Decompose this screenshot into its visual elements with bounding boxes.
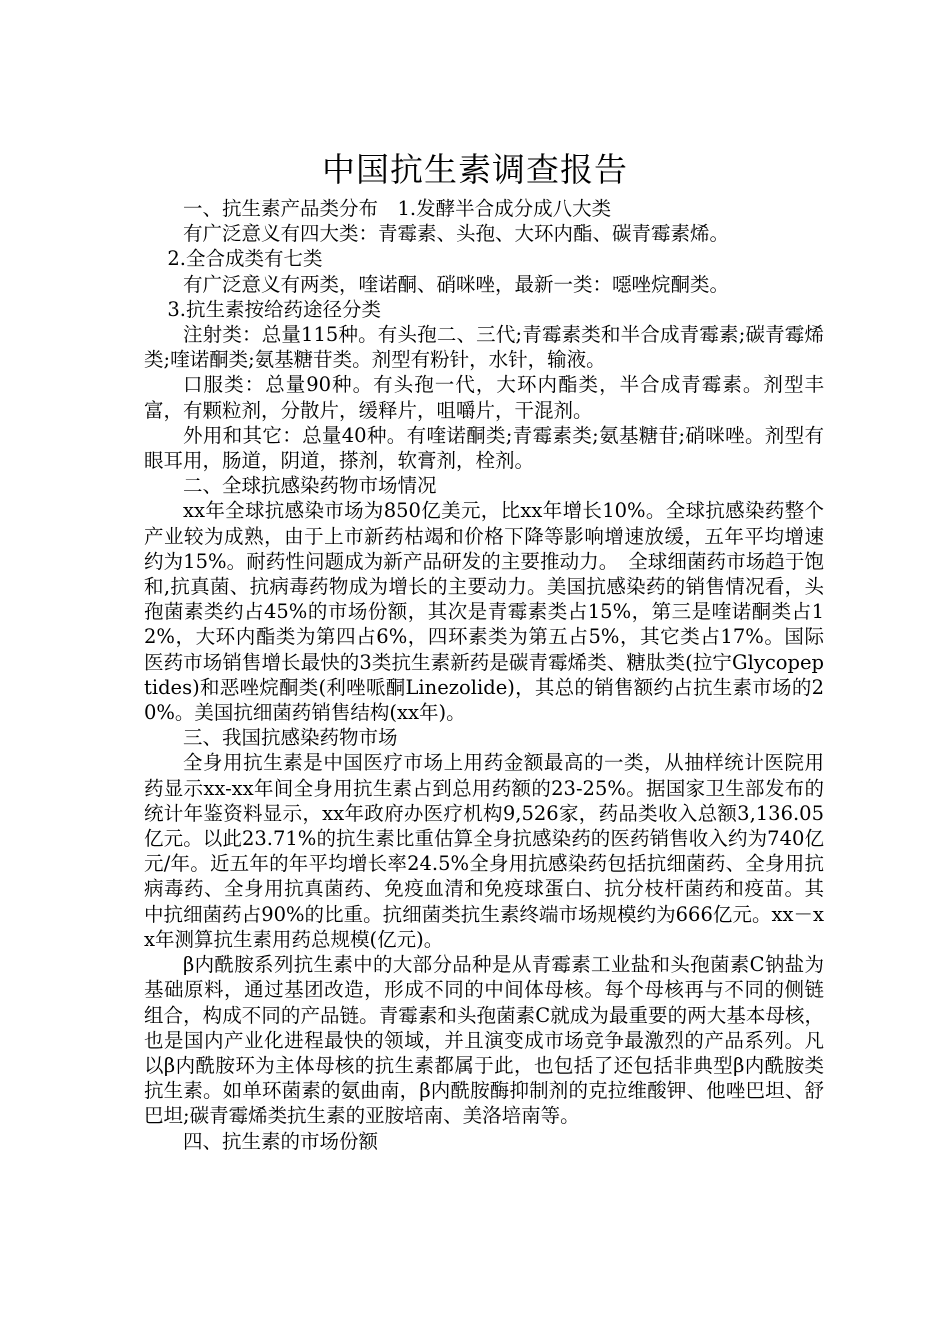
paragraph-section-4-heading: 四、抗生素的市场份额 [183,1129,379,1153]
paragraph-injection: 注射类：总量115种。有头孢二、三代;青霉素类和半合成青霉素;碳青霉烯类;喹诺酮类;氨基糖苷类。剂型有粉针，水针，输液。 [144,323,824,372]
paragraph-section-1-heading: 一、抗生素产品类分布 1.发酵半合成分成八大类 [183,197,612,220]
paragraph-beta-lactam: β内酰胺系列抗生素中的大部分品种是从青霉素工业盐和头孢菌素C钠盐为基础原料，通过基团改造，形成不同的中间体母核。每个母核再与不同的侧链组合，构成不同的产品链。青霉素和头孢菌素C就成为最重要的两大基本母核，也是国内产业化进程最快的领域，并且演变成市场竞争最激烈的产品系列。凡以β内酰胺环为主体母核的抗生素都属于此，也包括了还包括非典型β内酰胺类抗生素。如单环菌素的氨曲南，β内酰胺酶抑制剂的克拉维酸钾、他唑巴坦、舒巴坦;碳青霉烯类抗生素的亚胺培南、美洛培南等。 [144,953,824,1128]
paragraph-synthetic-classes: 有广泛意义有两类，喹诺酮、硝咪唑，最新一类：噁唑烷酮类。 [183,272,730,296]
document-title: 中国抗生素调查报告 [322,150,628,190]
document-body [144,196,824,1154]
paragraph-synthetic-heading: 2.全合成类有七类 [167,247,323,271]
paragraph-route-heading: 3.抗生素按给药途径分类 [167,297,381,321]
paragraph-oral: 口服类：总量90种。有头孢一代，大环内酯类，半合成青霉素。剂型丰富，有颗粒剂，分散片，缓释片，咀嚼片，干混剂。 [144,373,824,422]
paragraph-fermentation-classes: 有广泛意义有四大类：青霉素、头孢、大环内酯、碳青霉素烯。 [183,222,730,246]
paragraph-global-market: xx年全球抗感染市场为850亿美元，比xx年增长10%。全球抗感染药整个产业较为成熟，由于上市新药枯竭和价格下降等影响增速放缓，五年平均增速约为15%。耐药性问题成为新产品研发的主要推动力。 全球细菌药市场趋于饱和,抗真菌、抗病毒药物成为增长的主要动力。美国抗感染药的销售情况看，头孢菌素类约占45%的市场份额，其次是青霉素类占15%，第三是喹诺酮类占12%，大环内酯类为第四占6%，四环素类为第五占5%，其它类占17%。国际医药市场销售增长最快的3类抗生素新药是碳青霉烯类、糖肽类(拉宁Glycopeptides)和恶唑烷酮类(利唑哌酮Linezolide)，其总的销售额约占抗生素市场的20%。美国抗细菌药销售结构(xx年)。 [144,499,824,725]
paragraph-section-3-heading: 三、我国抗感染药物市场 [183,726,398,750]
paragraph-external: 外用和其它：总量40种。有喹诺酮类;青霉素类;氨基糖苷;硝咪唑。剂型有眼耳用，肠道，阴道，搽剂，软膏剂，栓剂。 [144,423,824,473]
paragraph-china-market: 全身用抗生素是中国医疗市场上用药金额最高的一类，从抽样统计医院用药显示xx-xx年间全身用抗生素占到总用药额的23-25%。据国家卫生部发布的统计年鉴资料显示，xx年政府办医疗机构9,526家，药品类收入总额3,136.05亿元。以此23.71%的抗生素比重估算全身抗感染药的医药销售收入约为740亿元/年。近五年的年平均增长率24.5%全身用抗感染药包括抗细菌药、全身用抗病毒药、全身用抗真菌药、免疫血清和免疫球蛋白、抗分枝杆菌药和疫苗。其中抗细菌药占90%的比重。抗细菌类抗生素终端市场规模约为666亿元。xx－xx年测算抗生素用药总规模(亿元)。 [144,751,824,951]
paragraph-section-2-heading: 二、全球抗感染药物市场情况 [183,474,437,498]
